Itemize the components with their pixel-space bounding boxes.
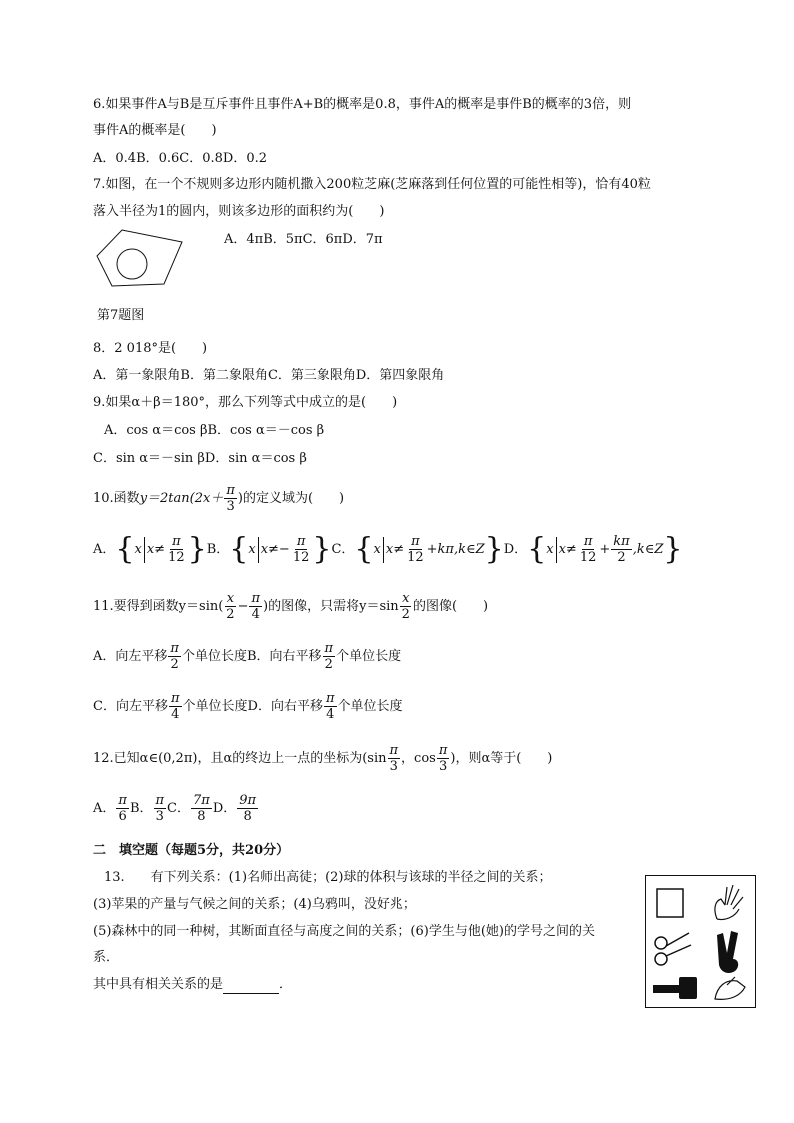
q6-stem-line1: 6.如果事件A与B是互斥事件且事件A+B的概率是0.8，事件A的概率是事件B的概率的3倍，则 [93,97,632,112]
q10-prefix: 10.函数 [93,491,140,506]
q9-options-cd: C．sin α＝－sin βD．sin α＝cos β [93,451,307,466]
denominator: 8 [243,809,252,824]
q8-stem: 8．2 018°是( ) [93,341,208,356]
q11-option-a-frac [168,641,181,672]
q11-stem [93,590,488,624]
q11-frac1 [224,591,236,622]
q7-stem-line2: 落入半径为1的圆内，则该多边形的面积约为( ) [93,204,385,219]
q13-line3: (5)森林中的同一种树，其断面直径与高度之间的关系；(6)学生与他(她)的学号之间的关 [93,924,595,939]
q10-option-c-tail: +kπ,k∈Z [426,542,485,557]
numerator: x [226,591,235,606]
q11-options-ab [93,640,401,674]
q11-option-d: D．向右平移 [247,699,323,714]
q11-frac3 [400,591,412,622]
numerator: x [402,591,410,606]
q11-frac2 [249,591,262,622]
numerator: π [583,534,593,549]
q6-options: A．0.4B．0.6C．0.8D．0.2 [93,151,268,166]
numerator: π [251,591,261,606]
q12-option-b-label: B． [129,801,153,816]
q6-stem-line2: 事件A的概率是( ) [93,123,217,138]
numerator: π [296,534,306,549]
q10-option-b-frac [291,534,312,565]
q7-stem-line1: 7.如图，在一个不规则多边形内随机撒入200粒芝麻(芝麻落到任何位置的可能性相等)，恰有40粒 [93,177,651,192]
set-var: x [373,542,381,557]
q9-options-ab: A．cos α＝cos βB．cos α＝－cos β [104,423,325,438]
denominator: 3 [155,809,164,824]
q11-option-b-unit: 个单位长度 [336,649,402,664]
q7-options: A．4πB．5πC．6πD．7π [224,232,383,247]
denominator: 2 [617,550,626,565]
denominator: 4 [251,607,260,622]
q12-option-c-frac [191,793,212,824]
denominator: 8 [197,809,206,824]
denominator: 3 [438,759,448,774]
numerator: π [438,743,448,758]
q12-option-d-frac [237,793,258,824]
numerator: 9π [239,793,257,808]
q11-option-a-unit: 个单位长度 [181,649,247,664]
numerator: kπ [613,534,630,549]
denominator: 12 [579,550,597,565]
q12-prefix: 12.已知α∈(0,2π)，且α的终边上一点的坐标为(sin [93,751,387,766]
q10-option-a-frac [166,534,187,565]
q10-function-b: )的定义域为( ) [237,491,345,506]
q11-option-d-unit: 个单位长度 [337,699,403,714]
numerator: π [325,691,335,706]
q12-option-a-frac [116,793,129,824]
denominator: 2 [324,657,333,672]
numerator: π [155,793,165,808]
q11-prefix: 11.要得到函数y＝sin( [93,599,224,614]
q10-option-b-label: B． [206,542,230,557]
q10-function-a: y＝2tan(2x＋ [139,491,224,506]
q13-line2: (3)苹果的产量与气候之间的关系；(4)乌鸦叫，没好兆； [93,897,416,912]
denominator: 12 [292,550,310,565]
q7-figure-caption: 第7题图 [97,308,145,323]
denominator: 2 [226,607,235,622]
denominator: 2 [401,607,410,622]
q11-option-b-frac [323,641,336,672]
q12-options [93,792,259,826]
denominator: 3 [226,499,235,514]
q11-suffix: 的图像( ) [412,599,489,614]
q11-option-c-unit: 个单位长度 [182,699,248,714]
q10-stem [93,482,344,516]
q10-option-d-tail: ,k∈Z [632,542,664,557]
pictogram-figure [645,875,757,1009]
q10-fraction [224,483,237,514]
q11-option-b: B．向右平移 [246,649,322,664]
polygon-figure [94,226,194,294]
q10-option-a-expr: x≠ [146,542,166,557]
numerator: π [411,534,420,549]
denominator: 4 [326,707,335,722]
minus-sign: − [237,599,249,614]
q10-option-d-frac1 [578,534,599,565]
q10-option-c-frac [405,534,426,565]
q12-option-a-label: A． [93,801,116,816]
q10-option-d-label: D． [503,542,528,557]
set-var: x [248,542,256,557]
q8-options: A．第一象限角B．第二象限角C．第三象限角D．第四象限角 [93,368,445,383]
numerator: π [118,793,127,808]
set-var: x [134,542,142,557]
numerator: π [170,691,180,706]
q11-option-c-frac [169,691,182,722]
denominator: 3 [389,759,398,774]
q13-line5 [93,976,292,994]
answer-blank[interactable] [223,981,279,994]
q9-stem: 9.如果α＋β＝180°，那么下列等式中成立的是( ) [93,395,398,410]
denominator: 6 [118,809,127,824]
q12-middle: ，cos [401,751,436,766]
q10-option-c-expr: x≠ [385,542,405,557]
denominator: 4 [171,707,180,722]
q13-line4: 系． [93,950,120,965]
q10-option-d-frac2 [611,534,631,565]
q12-suffix: )，则α等于( ) [450,751,553,766]
q10-option-d-expr: x≠ [558,542,577,557]
q12-stem [93,742,552,776]
section-heading: 二 填空题（每题5分，共20分） [93,843,290,858]
numerator: π [324,641,334,656]
numerator: 7π [193,793,210,808]
set-var: x [546,542,554,557]
q11-option-c: C．向左平移 [93,699,168,714]
q12-frac1 [388,743,401,774]
denominator: 12 [407,550,424,565]
q13-question: 其中具有相关关系的是 [93,977,224,992]
q10-option-b-expr: x≠− [260,542,290,557]
q11-option-d-frac [324,691,337,722]
q11-middle: )的图像，只需将y＝sin [263,599,399,614]
q12-option-d-label: D． [212,801,237,816]
q11-options-cd [93,690,403,724]
q11-option-a: A．向左平移 [93,649,168,664]
q10-options: A．{x x≠ $\frac{\pi}{12}$ }B．{x x≠− $\frac{\pi}{12}$ }C．{x x≠ $\frac{\pi}{12}$ +kπ,k∈Z}D．{x x≠ $\frac{\pi}{12}$ + $\frac{k\pi}{2}$ ,k∈Z} [93,531,683,567]
q12-option-c-label: C． [167,801,190,816]
q13-line1: 13. 有下列关系：(1)名师出高徒；(2)球的体积与该球的半径之间的关系； [104,870,552,885]
q13-period: ． [279,977,293,992]
numerator: π [389,743,399,758]
denominator: 12 [168,550,185,565]
numerator: π [170,641,179,656]
numerator: π [172,534,181,549]
q10-option-c-label: C． [331,542,355,557]
q10-option-a-label: A． [93,542,116,557]
numerator: π [226,483,235,498]
q12-option-b-frac [154,793,167,824]
q12-frac2 [437,743,450,774]
denominator: 2 [170,657,179,672]
